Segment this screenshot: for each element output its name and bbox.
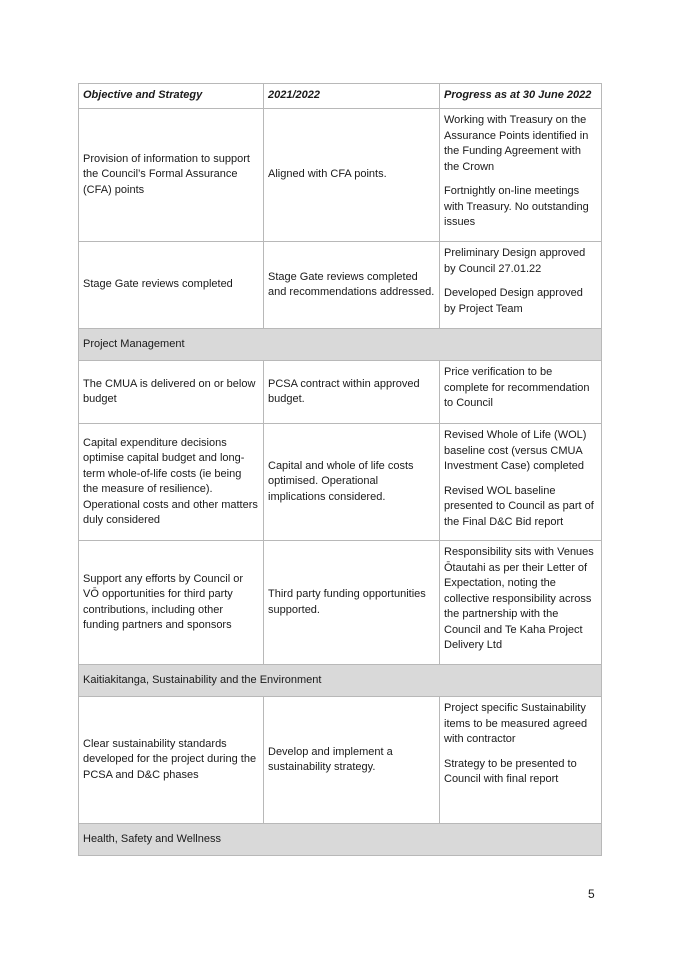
target-cell: Develop and implement a sustainability strategy. bbox=[264, 697, 440, 824]
section-heading: Project Management bbox=[79, 329, 602, 361]
objective-cell: Stage Gate reviews completed bbox=[79, 242, 264, 329]
progress-table bbox=[78, 83, 602, 856]
progress-text: Responsibility sits with Venues Ōtautahi as per their Letter of Expectation, noting the collective responsibility across the partnership with the Council and Te Kaha Project Delivery Ltd bbox=[444, 546, 594, 651]
progress-text: Revised Whole of Life (WOL) baseline cost (versus CMUA Investment Case) completed bbox=[444, 429, 587, 472]
progress-text: Developed Design approved by Project Team bbox=[444, 287, 583, 315]
progress-cell bbox=[440, 109, 602, 242]
progress-cell bbox=[440, 361, 602, 424]
progress-text: Strategy to be presented to Council with final report bbox=[444, 757, 577, 785]
progress-text: Project specific Sustainability items to be measured agreed with contractor bbox=[444, 702, 588, 745]
table-row bbox=[79, 424, 602, 541]
target-cell: Stage Gate reviews completed and recommendations addressed. bbox=[264, 242, 440, 329]
objective-cell: Provision of information to support the Council’s Formal Assurance (CFA) points bbox=[79, 109, 264, 242]
progress-text: Preliminary Design approved by Council 27.01.22 bbox=[444, 247, 586, 275]
target-cell: Third party funding opportunities supported. bbox=[264, 541, 440, 665]
target-cell: Capital and whole of life costs optimised. Operational implications considered. bbox=[264, 424, 440, 541]
progress-cell bbox=[440, 424, 602, 541]
table-row bbox=[79, 541, 602, 665]
progress-cell bbox=[440, 541, 602, 665]
progress-text: Fortnightly on-line meetings with Treasury. No outstanding issues bbox=[444, 185, 589, 228]
progress-text: Price verification to be complete for recommendation to Council bbox=[444, 366, 590, 409]
section-row bbox=[79, 665, 602, 697]
section-heading: Health, Safety and Wellness bbox=[79, 824, 602, 856]
progress-text: Revised WOL baseline presented to Council as part of the Final D&C Bid report bbox=[444, 484, 594, 528]
section-row bbox=[79, 329, 602, 361]
objective-cell: Clear sustainability standards developed for the project during the PCSA and D&C phases bbox=[79, 697, 264, 824]
progress-text: Working with Treasury on the Assurance Points identified in the Funding Agreement with the Crown bbox=[444, 114, 589, 173]
objective-cell: Support any efforts by Council or VŌ opportunities for third party contributions, including other funding partners and sponsors bbox=[79, 541, 264, 665]
table-header-row bbox=[79, 84, 602, 109]
section-heading: Kaitiakitanga, Sustainability and the Environment bbox=[79, 665, 602, 697]
progress-cell bbox=[440, 242, 602, 329]
header-year: 2021/2022 bbox=[264, 84, 440, 109]
target-cell: PCSA contract within approved budget. bbox=[264, 361, 440, 424]
target-cell: Aligned with CFA points. bbox=[264, 109, 440, 242]
page-number: 5 bbox=[588, 887, 595, 901]
table-row bbox=[79, 109, 602, 242]
table-row bbox=[79, 697, 602, 824]
objective-cell: The CMUA is delivered on or below budget bbox=[79, 361, 264, 424]
header-progress: Progress as at 30 June 2022 bbox=[440, 84, 602, 109]
progress-cell bbox=[440, 697, 602, 824]
table-row bbox=[79, 242, 602, 329]
table-row bbox=[79, 361, 602, 424]
header-objective: Objective and Strategy bbox=[79, 84, 264, 109]
section-row bbox=[79, 824, 602, 856]
objective-cell: Capital expenditure decisions optimise capital budget and long-term whole-of-life costs (ie being the measure of resilience). Operational costs and other matters duly considered bbox=[79, 424, 264, 541]
